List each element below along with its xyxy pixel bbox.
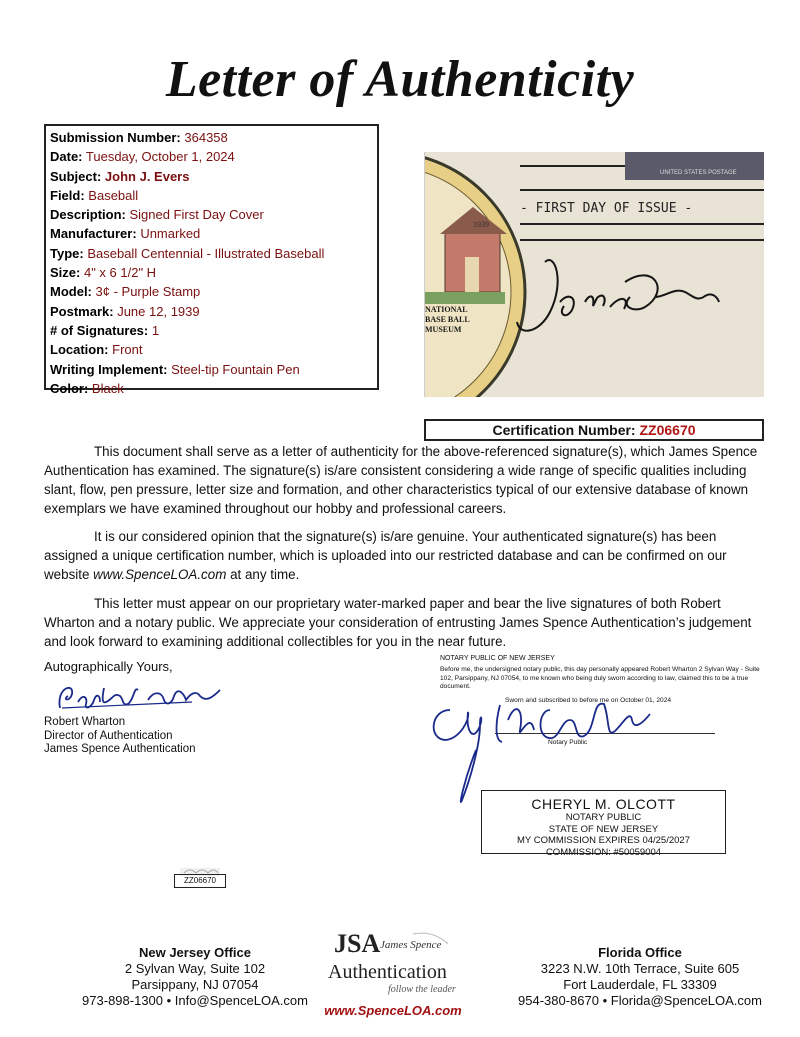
detail-label: Model: (50, 284, 92, 300)
museum-label-line: NATIONAL (425, 305, 468, 314)
detail-value: 4" x 6 1/2" H (83, 265, 157, 281)
detail-label: Color: (50, 380, 89, 396)
detail-value: June 12, 1939 (117, 303, 200, 319)
detail-label: Field: (50, 187, 85, 203)
jsa-logo-tagline: follow the leader (388, 984, 456, 995)
office-florida (510, 945, 770, 1009)
detail-label: Date: (50, 149, 83, 165)
detail-row (50, 147, 373, 166)
detail-row (50, 244, 373, 263)
details-box (44, 124, 379, 396)
signer-role: Director of Authentication (44, 729, 173, 742)
detail-label: Postmark: (50, 303, 114, 319)
detail-label: Type: (50, 245, 84, 261)
museum-label-line: MUSEUM (425, 325, 462, 334)
office-nj-heading: New Jersey Office (138, 945, 251, 960)
first-day-cover-photo (424, 152, 764, 397)
detail-value: Baseball (88, 187, 139, 203)
detail-value: Unmarked (140, 226, 201, 242)
seal-line: NOTARY PUBLIC (565, 812, 642, 823)
paragraph-examination (44, 442, 764, 518)
notary-heading: NOTARY PUBLIC OF NEW JERSEY (440, 655, 555, 662)
signer-company: James Spence Authentication (44, 743, 196, 755)
detail-row (50, 302, 373, 321)
detail-row (50, 321, 373, 340)
detail-row (50, 340, 373, 359)
paragraph-watermark-text: This letter must appear on our proprietary water-marked paper and bear the live signatures of both Robert Wharton and a notary public. We appreciate your consideration of entrusting James Spence Authentication’s judgement and look forward to examining additional collectibles for you in the near future. (44, 596, 752, 649)
cachet-date: 1939 (473, 220, 489, 229)
hologram-number: ZZ06670 (174, 874, 226, 888)
signer-block (44, 716, 196, 757)
paragraph-examination-text: This document shall serve as a letter of authenticity for the above-referenced signature(s), which James Spence Authentication has examined. The signature(s) is/are consistent considering a wide range of specific qualities including slant, flow, pen pressure, letter size and formation, and other characteristics typical of our extensive database of known exemplars we have examined throughout our hobby and professional careers. (44, 444, 758, 516)
office-nj-address: 2 Sylvan Way, Suite 102 (124, 961, 266, 976)
stamp-text: UNITED STATES POSTAGE (660, 170, 737, 176)
jsa-logo-name: James Spence (380, 939, 442, 951)
office-fl-heading: Florida Office (598, 945, 682, 960)
detail-label: Subject: (50, 168, 102, 184)
detail-row (50, 128, 373, 147)
notary-public-label: Notary Public (548, 739, 588, 746)
detail-row (50, 167, 373, 186)
detail-value: John J. Evers (104, 168, 190, 184)
notary-statement: Before me, the undersigned notary public, this day personally appeared Robert Wharton 2 Sylvan Way - Suite 102, Parsippany, NJ 07054, to me known who being duly sworn according to law, claimed this to be a true document. (440, 666, 760, 690)
detail-value: Baseball Centennial - Illustrated Baseball (87, 245, 325, 261)
detail-value: Front (112, 342, 143, 358)
detail-value: 1 (151, 322, 160, 338)
detail-label: Manufacturer: (50, 226, 137, 242)
seal-line: MY COMMISSION EXPIRES 04/25/2027 (516, 835, 690, 846)
detail-row (50, 282, 373, 301)
detail-row (50, 186, 373, 205)
detail-label: Writing Implement: (50, 361, 168, 377)
jsa-logo-word: Authentication (328, 961, 447, 983)
detail-value: Signed First Day Cover (129, 207, 264, 223)
detail-value: Steel-tip Fountain Pen (171, 361, 300, 377)
cover-image (425, 152, 764, 397)
office-new-jersey (70, 945, 320, 1009)
detail-label: # of Signatures: (50, 322, 149, 338)
certification-label: Certification Number: (492, 422, 636, 438)
detail-row (50, 263, 373, 282)
office-nj-contact: 973-898-1300 • Info@SpenceLOA.com (82, 993, 308, 1008)
detail-label: Size: (50, 265, 81, 281)
postmark-text: - FIRST DAY OF ISSUE - (520, 201, 693, 216)
certification-box (424, 419, 764, 441)
seal-line: COMMISSION: #50059004 (545, 846, 662, 858)
detail-label: Submission Number: (50, 130, 181, 145)
detail-value: Tuesday, October 1, 2024 (85, 149, 235, 165)
closing-salutation: Autographically Yours, (44, 659, 173, 674)
detail-label: Description: (50, 207, 126, 223)
detail-value: 3¢ - Purple Stamp (95, 284, 201, 300)
detail-row (50, 379, 373, 398)
office-fl-city: Fort Lauderdale, FL 33309 (563, 977, 717, 992)
office-fl-address: 3223 N.W. 10th Terrace, Suite 605 (540, 961, 740, 976)
notary-seal (481, 790, 726, 858)
detail-value: Black (91, 380, 124, 396)
jsa-logo-mark: JSA (334, 929, 381, 958)
paragraph-opinion (44, 527, 764, 584)
detail-row (50, 224, 373, 243)
seal-line: STATE OF NEW JERSEY (548, 823, 659, 835)
paragraph-opinion-text: It is our considered opinion that the signature(s) is/are genuine. Your authenticated signature(s) has been assigned a unique certification number, which is uploaded into our restricted database and can be confirmed on our website (44, 529, 727, 582)
director-signature (52, 678, 232, 716)
detail-row (50, 205, 373, 224)
office-nj-city: Parsippany, NJ 07054 (131, 977, 259, 992)
detail-row (50, 360, 373, 379)
detail-label: Location: (50, 342, 109, 358)
paragraph-opinion-end: at any time. (226, 567, 300, 582)
letter-title: Letter of Authenticity (165, 51, 635, 108)
website-url[interactable]: www.SpenceLOA.com (324, 1003, 462, 1018)
notary-name: CHERYL M. OLCOTT (531, 796, 676, 812)
office-fl-contact: 954-380-8670 • Florida@SpenceLOA.com (518, 993, 762, 1008)
notary-sworn-line: Sworn and subscribed to before me on October 01, 2024 (505, 697, 672, 704)
certification-number: ZZ06670 (639, 422, 696, 438)
paragraph-watermark (44, 594, 764, 651)
museum-label-line: BASE BALL (425, 315, 470, 324)
website-link[interactable]: www.SpenceLOA.com (93, 567, 227, 582)
detail-value: 364358 (184, 130, 228, 145)
signer-name: Robert Wharton (44, 716, 126, 728)
